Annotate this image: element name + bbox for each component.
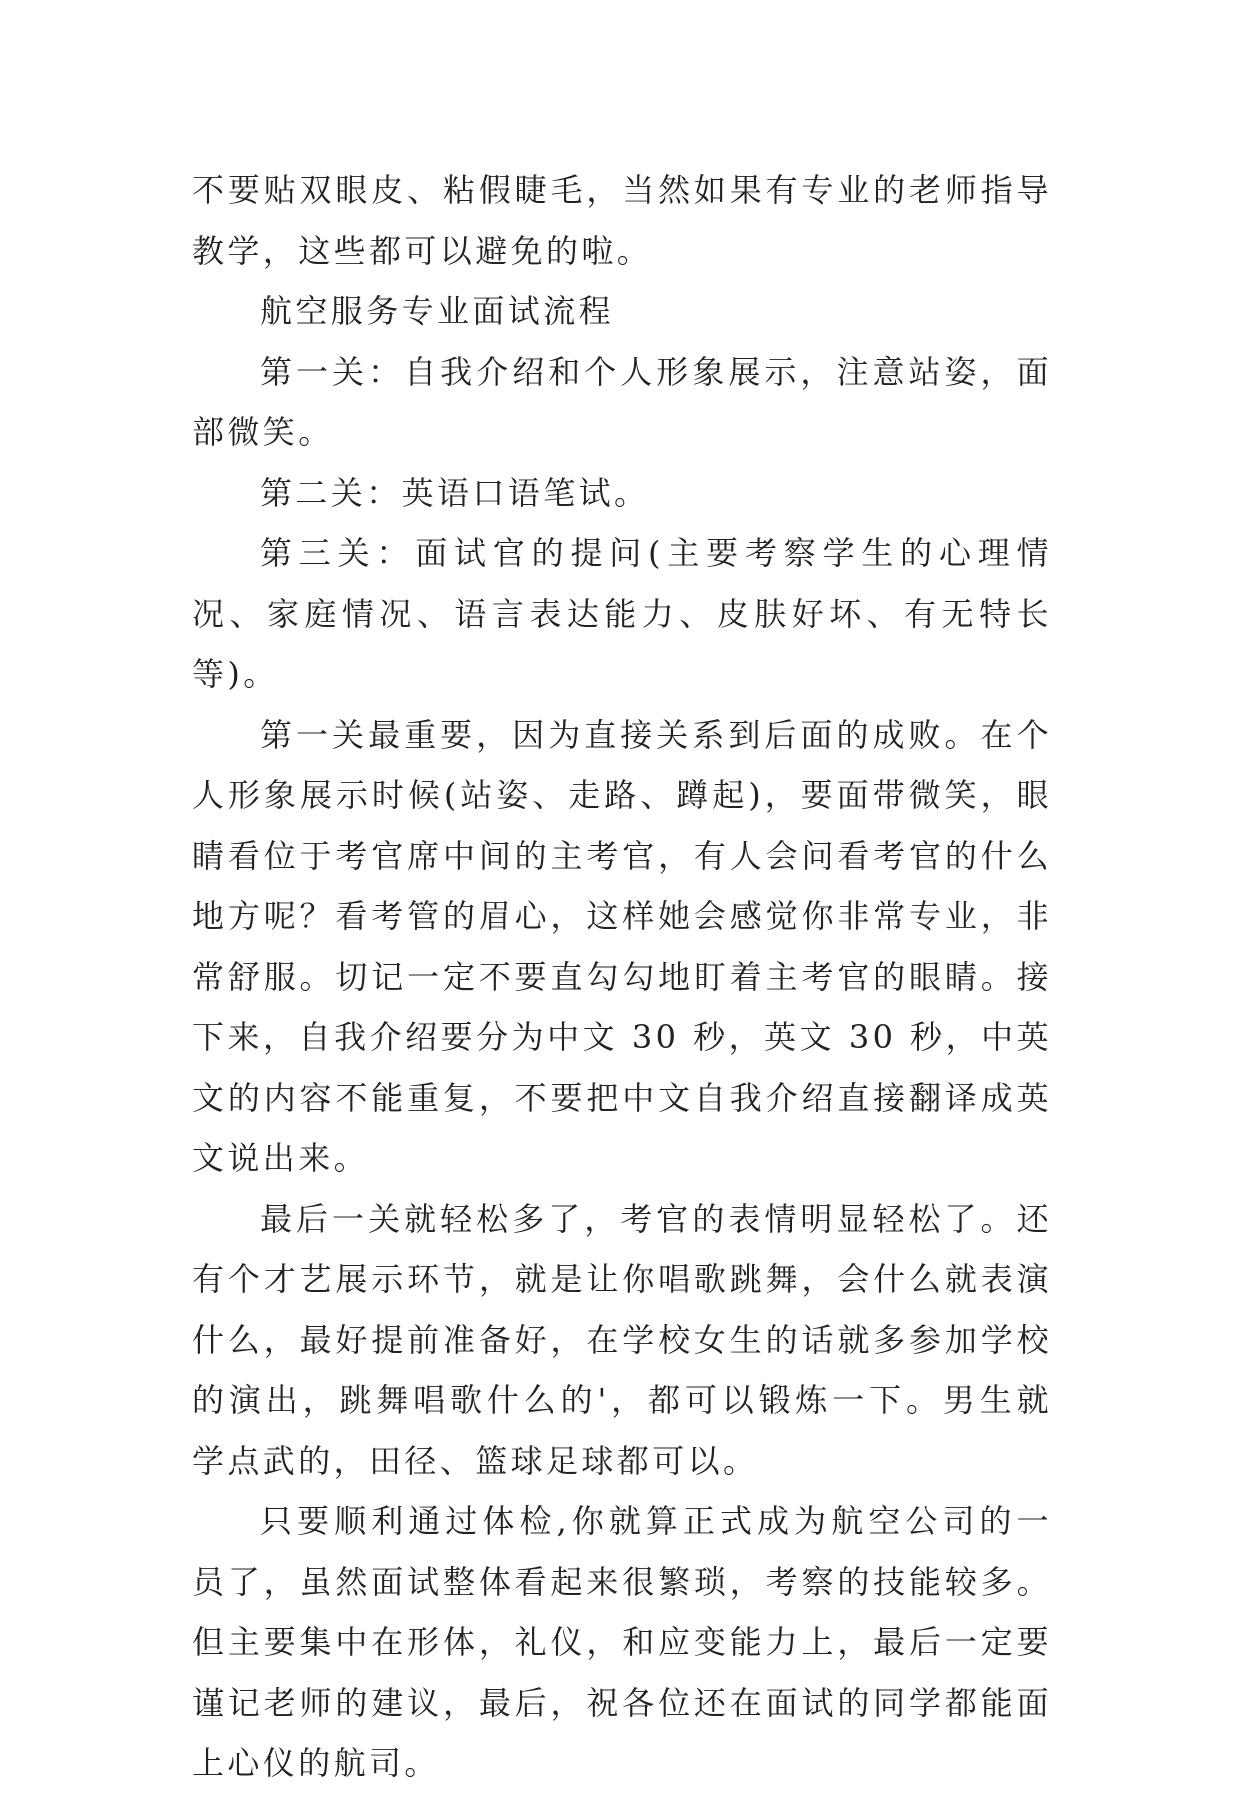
document-body (192, 160, 1052, 1794)
paragraph-continuation: 不要贴双眼皮、粘假睫毛，当然如果有专业的老师指导教学，这些都可以避免的啦。 (192, 171, 1052, 270)
paragraph-section-heading: 航空服务专业面试流程 (260, 292, 615, 330)
paragraph-final-stage: 最后一关就轻松多了，考官的表情明显轻松了。还有个才艺展示环节，就是让你唱歌跳舞，会什么就表演什么，最好提前准备好，在学校女生的话就多参加学校的演出，跳舞唱歌什么的'，都可以锻炼一下。男生就学点武的，田径、篮球足球都可以。 (192, 1199, 1052, 1480)
paragraph-stage-one-detail: 第一关最重要，因为直接关系到后面的成败。在个人形象展示时候(站姿、走路、蹲起)，要面带微笑，眼睛看位于考官席中间的主考官，有人会问看考官的什么地方呢？看考管的眉心，这样她会感觉你非常专业，非常舒服。切记一定不要直勾勾地盯着主考官的眼睛。接下来，自我介绍要分为中文 30 秒，英文 30 秒，中英文的内容不能重复，不要把中文自我介绍直接翻译成英文说出来。 (192, 715, 1052, 1177)
paragraph-conclusion: 只要顺利通过体检,你就算正式成为航空公司的一员了，虽然面试整体看起来很繁琐，考察的技能较多。但主要集中在形体，礼仪，和应变能力上，最后一定要谨记老师的建议，最后，祝各位还在面试的同学都能面上心仪的航司。 (192, 1502, 1052, 1782)
paragraph-stage-one: 第一关：自我介绍和个人形象展示，注意站姿，面部微笑。 (192, 352, 1052, 451)
paragraph-stage-two: 第二关：英语口语笔试。 (260, 473, 650, 512)
paragraph-stage-three: 第三关：面试官的提问(主要考察学生的心理情况、家庭情况、语言表达能力、皮肤好坏、有无特长等)。 (192, 534, 1052, 693)
